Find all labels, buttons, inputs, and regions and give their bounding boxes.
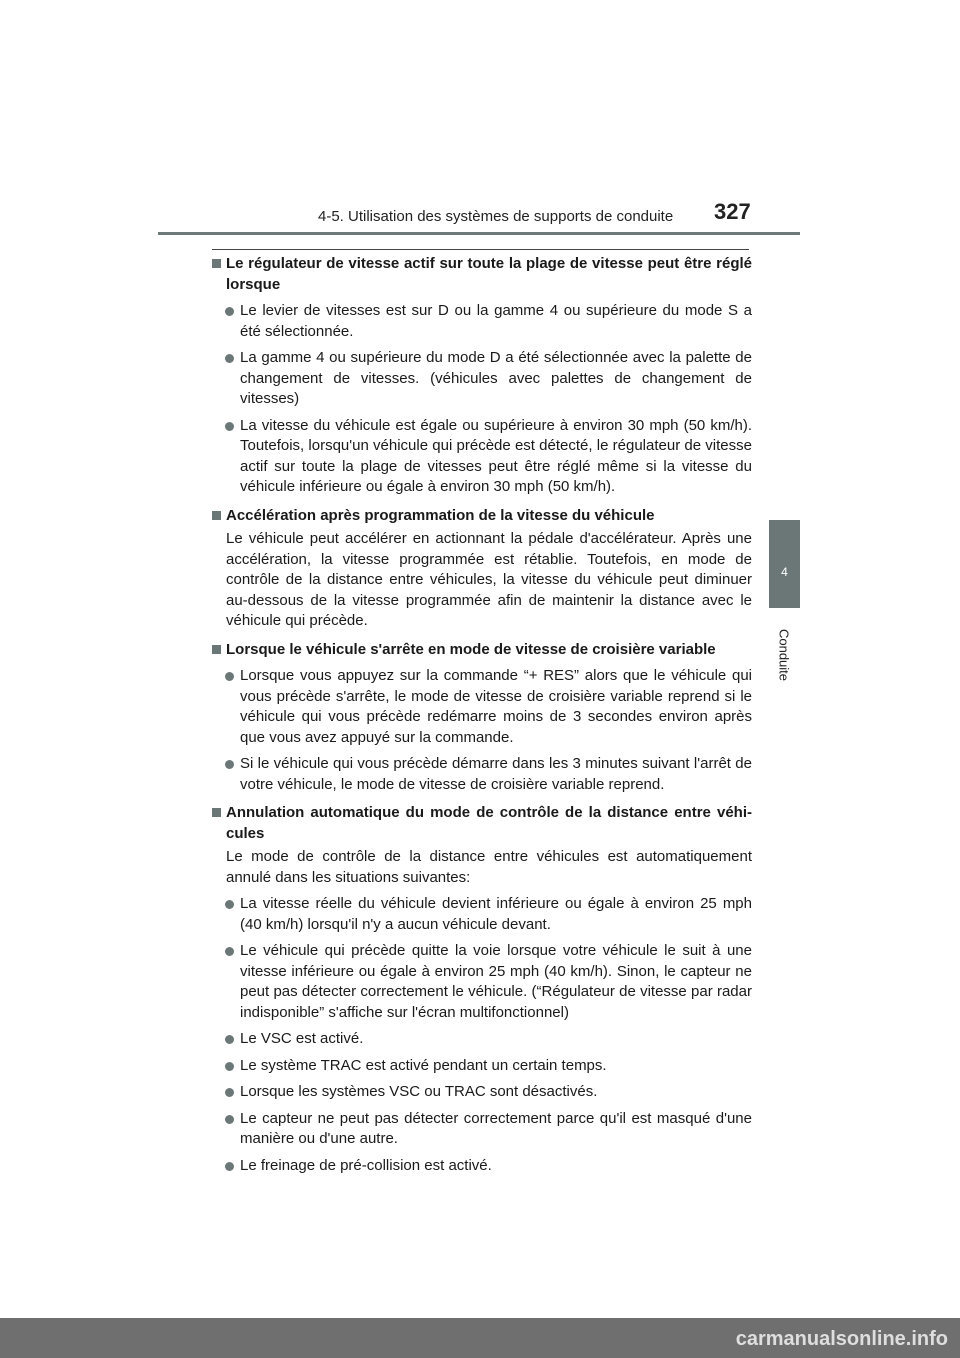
round-bullet-icon <box>225 672 234 681</box>
section-heading <box>212 254 752 295</box>
header-divider <box>158 232 800 235</box>
bullet-item <box>212 666 752 748</box>
bullet-text: Le capteur ne peut pas détecter correctement parce qu'il est masqué d'une manière ou d'une autre. <box>240 1109 752 1147</box>
bullet-text: Lorsque vous appuyez sur la commande “+ RES” alors que le véhicule qui vous précède s'arrête, le mode de vitesse de croisière variable reprend si le véhicule qui vous précède redémarre moins de 3 secondes environ après que vous avez appuyé sur la commande. <box>240 667 752 746</box>
bullet-text: La vitesse réelle du véhicule devient inférieure ou égale à environ 25 mph (40 km/h) lorsqu'il n'y a aucun véhicule devant. <box>240 895 752 933</box>
page-number: 327 <box>714 199 751 224</box>
bullet-item <box>212 894 752 935</box>
page-header <box>0 196 960 236</box>
round-bullet-icon <box>225 900 234 909</box>
square-bullet-icon <box>212 808 221 817</box>
round-bullet-icon <box>225 1035 234 1044</box>
square-bullet-icon <box>212 511 221 520</box>
chapter-tab-label-text: Conduite <box>776 628 792 682</box>
content-divider <box>212 249 749 250</box>
section-heading-text: Lorsque le véhicule s'arrête en mode de vitesse de croisière variable <box>226 640 716 658</box>
chapter-tab-number: 4 <box>781 565 788 579</box>
watermark-text: carmanualsonline.info <box>735 1328 948 1350</box>
bullet-text: Lorsque les systèmes VSC ou TRAC sont désactivés. <box>240 1083 598 1100</box>
section-paragraph: Le véhicule peut accélérer en actionnant la pédale d'accélérateur. Après une accélération, la vitesse programmée est rétablie. Toutefois, en mode de contrôle de la distance entre véhicules, la vitesse du véhicule peut diminuer au-dessous de la vitesse programmée afin de maintenir la distance avec le véhicule qui précède. <box>226 530 752 629</box>
section-heading <box>212 640 752 661</box>
section-heading-text: Annulation automatique du mode de contrôle de la distance entre véhi-cules <box>226 804 752 842</box>
round-bullet-icon <box>225 422 234 431</box>
chapter-title: 4-5. Utilisation des systèmes de supports de conduite <box>318 208 674 225</box>
bullet-item <box>212 348 752 410</box>
chapter-tab-label <box>766 620 802 690</box>
round-bullet-icon <box>225 1062 234 1071</box>
section-heading-text: Accélération après programmation de la vitesse du véhicule <box>226 506 655 524</box>
bullet-text: Le VSC est activé. <box>240 1030 364 1047</box>
bullet-text: Le levier de vitesses est sur D ou la gamme 4 ou supérieure du mode S a été sélectionnée. <box>240 302 752 340</box>
bullet-text: La gamme 4 ou supérieure du mode D a été sélectionnée avec la palette de changement de vitesses. (véhicules avec palettes de changement de vitesses) <box>240 349 752 407</box>
section-heading-text: Le régulateur de vitesse actif sur toute la plage de vitesse peut être réglé lorsque <box>226 255 752 293</box>
bullet-item <box>212 301 752 342</box>
bullet-item <box>212 1056 752 1077</box>
square-bullet-icon <box>212 645 221 654</box>
section-paragraph: Le mode de contrôle de la distance entre véhicules est automatiquement annulé dans les situations suivantes: <box>226 848 752 886</box>
footer-bar <box>0 1318 960 1358</box>
bullet-text: Le système TRAC est activé pendant un certain temps. <box>240 1056 607 1074</box>
round-bullet-icon <box>225 354 234 363</box>
bullet-item <box>212 1029 752 1050</box>
bullet-item <box>212 1082 752 1103</box>
section-heading <box>212 803 752 844</box>
round-bullet-icon <box>225 307 234 316</box>
chapter-tab <box>769 520 800 608</box>
round-bullet-icon <box>225 760 234 769</box>
main-content <box>212 254 752 1176</box>
bullet-item <box>212 1156 752 1177</box>
bullet-text: La vitesse du véhicule est égale ou supérieure à environ 30 mph (50 km/h). Toutefois, lorsqu'un véhicule qui précède est détecté, le régulateur de vitesse actif sur toute la plage de vitesses peut être réglé même si la vitesse du véhicule inférieure ou égale à environ 30 mph (50 km/h). <box>240 416 752 495</box>
section-heading <box>212 506 752 527</box>
round-bullet-icon <box>225 1162 234 1171</box>
square-bullet-icon <box>212 259 221 268</box>
bullet-text: Si le véhicule qui vous précède démarre dans les 3 minutes suivant l'arrêt de votre véhicule, le mode de vitesse de croisière variable reprend. <box>240 755 752 793</box>
bullet-item <box>212 754 752 795</box>
round-bullet-icon <box>225 947 234 956</box>
round-bullet-icon <box>225 1115 234 1124</box>
bullet-text: Le véhicule qui précède quitte la voie lorsque votre véhicule le suit à une vitesse inférieure ou égale à environ 25 mph (40 km/h). Sinon, le capteur ne peut pas détecter correctement le véhicule. (“Régulateur de vitesse par radar indisponible” s'affiche sur l'écran multifonctionnel) <box>240 942 752 1021</box>
bullet-item <box>212 416 752 498</box>
bullet-item <box>212 1109 752 1150</box>
bullet-item <box>212 941 752 1023</box>
bullet-text: Le freinage de pré-collision est activé. <box>240 1156 492 1174</box>
round-bullet-icon <box>225 1088 234 1097</box>
